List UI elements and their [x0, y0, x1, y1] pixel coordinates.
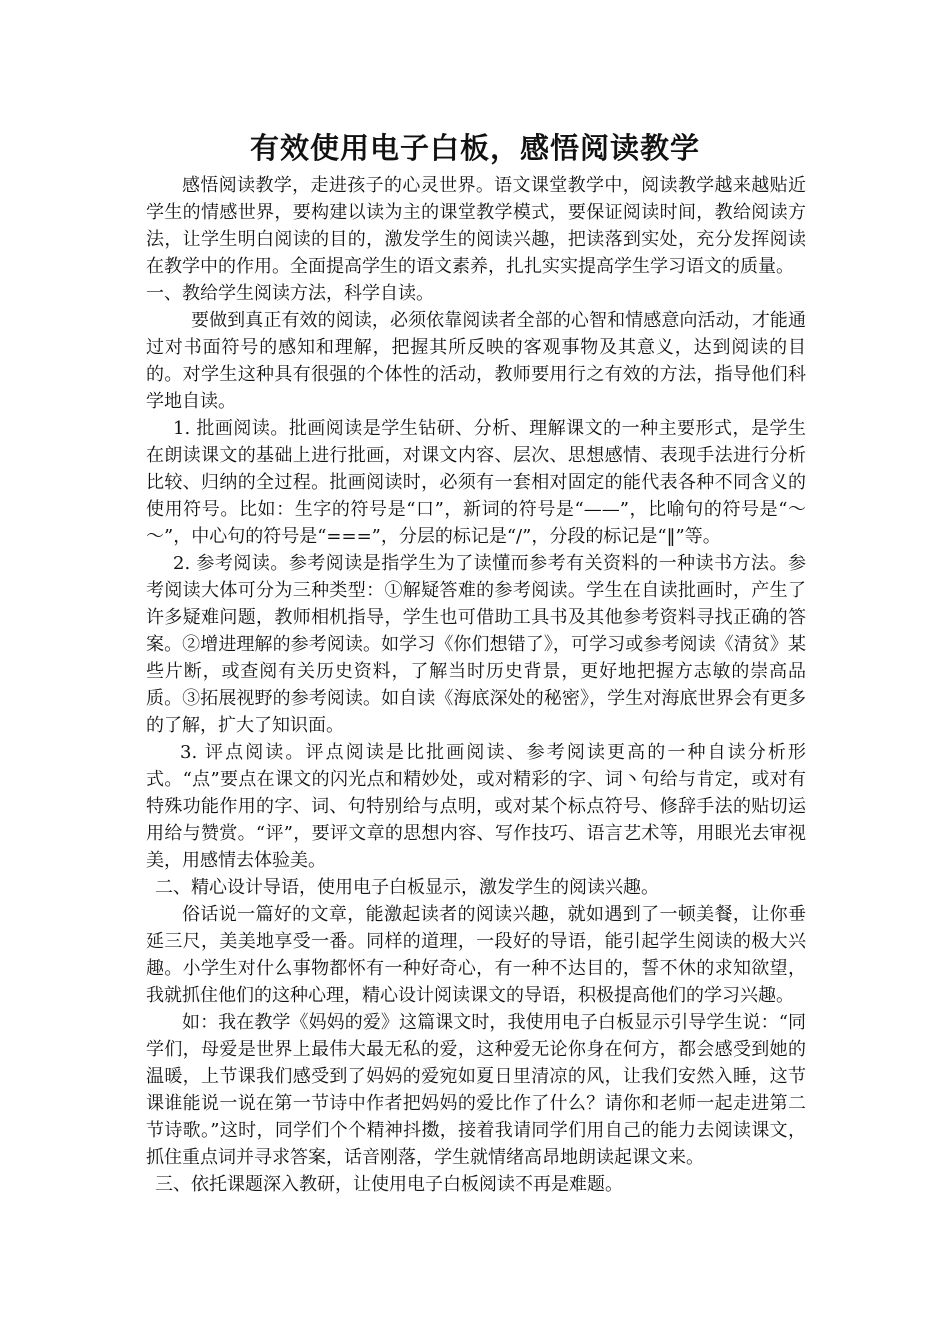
method-1-paragraph: 1. 批画阅读。批画阅读是学生钻研、分析、理解课文的一种主要形式，是学生在朗读课文的基础上进行批画，对课文内容、层次、思想感情、表现手法进行分析比较、归纳的全过程。批画阅读时，必须有一套相对固定的能代表各种不同含义的使用符号。比如：生字的符号是“口”，新词的符号是“——”，比喻句的符号是“～～”，中心句的符号是“===”，分层的标记是“/”，分段的标记是“‖”等。	[146, 418, 806, 547]
section-heading-2: 二、精心设计导语，使用电子白板显示，激发学生的阅读兴趣。	[155, 877, 659, 898]
method-2-paragraph: 2. 参考阅读。参考阅读是指学生为了读懂而参考有关资料的一种读书方法。参考阅读大体可分为三种类型：①解疑答难的参考阅读。学生在自读批画时，产生了许多疑难问题，教师相机指导，学生也可借助工具书及其他参考资料寻找正确的答案。②增进理解的参考阅读。如学习《你们想错了》，可学习或参考阅读《清贫》某些片断，或查阅有关历史资料，了解当时历史背景，更好地把握方志敏的崇高品质。③拓展视野的参考阅读。如自读《海底深处的秘密》，学生对海底世界会有更多的了解，扩大了知识面。	[146, 553, 806, 736]
intro-paragraph: 感悟阅读教学，走进孩子的心灵世界。语文课堂教学中，阅读教学越来越贴近学生的情感世界，要构建以读为主的课堂教学模式，要保证阅读时间，教给阅读方法，让学生明白阅读的目的，激发学生的阅读兴趣，把读落到实处，充分发挥阅读在教学中的作用。全面提高学生的语文素养，扎扎实实提高学生学习语文的质量。	[146, 175, 806, 277]
method-3-paragraph: 3. 评点阅读。评点阅读是比批画阅读、参考阅读更高的一种自读分析形式。“点”要点在课文的闪光点和精妙处，或对精彩的字、词丶句给与肯定，或对有特殊功能作用的字、词、句特别给与点明，或对某个标点符号、修辞手法的贴切运用给与赞赏。“评”，要评文章的思想内容、写作技巧、语言艺术等，用眼光去审视美，用感情去体验美。	[146, 742, 806, 871]
section-1-paragraph: 要做到真正有效的阅读，必须依靠阅读者全部的心智和情感意向活动，才能通过对书面符号的感知和理解，把握其所反映的客观事物及其意义，达到阅读的目的。对学生这种具有很强的个体性的活动，教师要用行之有效的方法，指导他们科学地自读。	[146, 310, 806, 412]
document-title: 有效使用电子白板，感悟阅读教学	[249, 131, 700, 165]
example-paragraph: 如：我在教学《妈妈的爱》这篇课文时，我使用电子白板显示引导学生说：“同学们，母爱是世界上最伟大最无私的爱，这种爱无论你身在何方，都会感受到她的温暖，上节课我们感受到了妈妈的爱宛如夏日里清凉的风，让我们安然入睡，这节课谁能说一说在第一节诗中作者把妈妈的爱比作了什么？请你和老师一起走进第二节诗歌。”这时，同学们个个精神抖擞，接着我请同学们用自己的能力去阅读课文，抓住重点词并寻求答案，话音刚落，学生就情绪高昂地朗读起课文来。	[146, 1012, 806, 1168]
document-body	[146, 172, 806, 1198]
section-2-paragraph: 俗话说一篇好的文章，能激起读者的阅读兴趣，就如遇到了一顿美餐，让你垂延三尺，美美地享受一番。同样的道理，一段好的导语，能引起学生阅读的极大兴趣。小学生对什么事物都怀有一种好奇心，有一种不达目的，誓不休的求知欲望，我就抓住他们的这种心理，精心设计阅读课文的导语，积极提高他们的学习兴趣。	[146, 904, 806, 1006]
section-heading-3: 三、依托课题深入教研，让使用电子白板阅读不再是难题。	[155, 1174, 623, 1195]
section-heading-1: 一、教给学生阅读方法，科学自读。	[146, 283, 434, 304]
